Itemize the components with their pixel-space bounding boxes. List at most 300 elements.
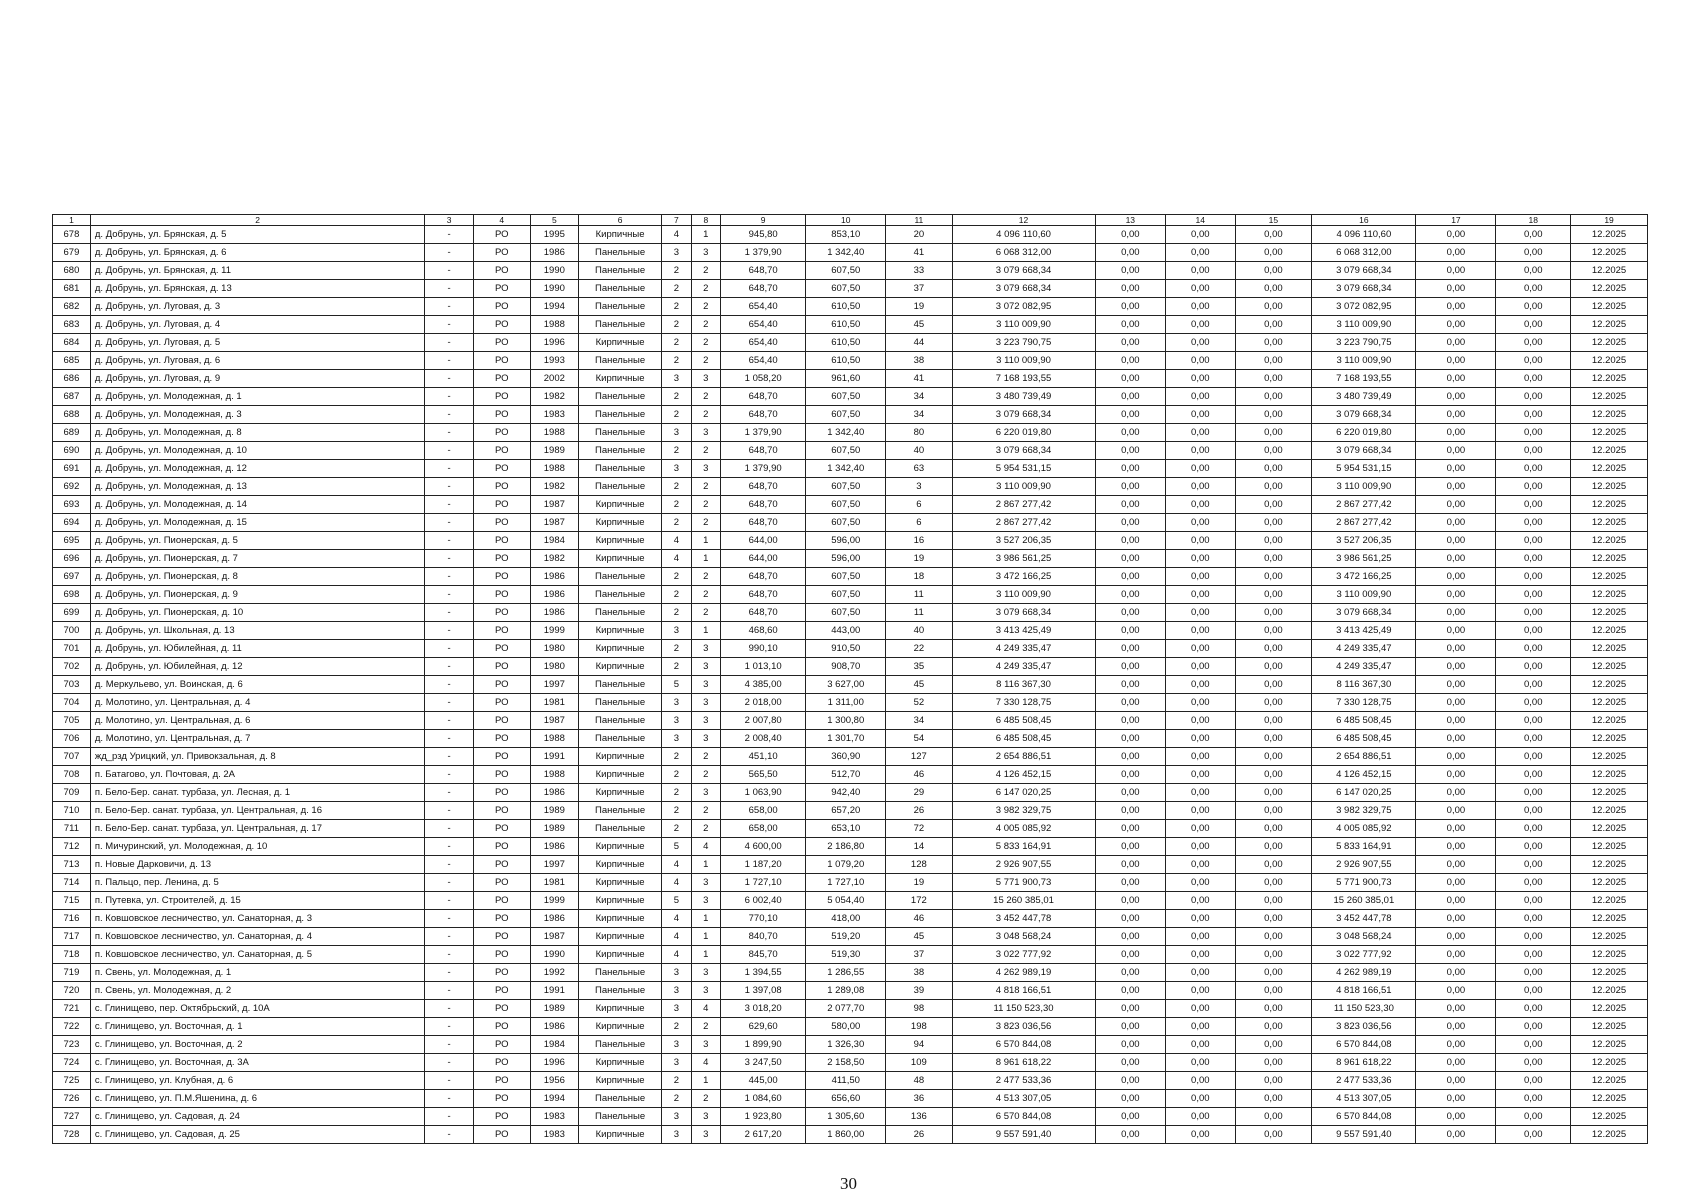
table-cell-col-6: Кирпичные (579, 856, 662, 874)
table-cell-col-9: 648,70 (721, 262, 806, 280)
table-cell-col-3: - (425, 352, 473, 370)
table-cell-col-2: п. Батагово, ул. Почтовая, д. 2А (90, 766, 425, 784)
table-cell-col-16: 6 068 312,00 (1312, 244, 1416, 262)
table-cell-col-7: 3 (662, 694, 691, 712)
page-number: 30 (840, 1174, 857, 1193)
table-row (53, 946, 1648, 964)
table-row (53, 442, 1648, 460)
table-cell-col-17: 0,00 (1416, 280, 1496, 298)
table-cell-col-1: 725 (53, 1072, 91, 1090)
table-cell-col-1: 721 (53, 1000, 91, 1018)
column-number-row (53, 215, 1648, 226)
table-cell-col-18: 0,00 (1496, 226, 1571, 244)
table-cell-col-15: 0,00 (1235, 550, 1312, 568)
table-cell-col-8: 3 (691, 640, 720, 658)
table-cell-col-14: 0,00 (1166, 748, 1235, 766)
table-row (53, 1018, 1648, 1036)
table-cell-col-5: 1981 (530, 874, 578, 892)
table-cell-col-17: 0,00 (1416, 1018, 1496, 1036)
table-cell-col-17: 0,00 (1416, 982, 1496, 1000)
table-cell-col-13: 0,00 (1095, 532, 1165, 550)
table-cell-col-13: 0,00 (1095, 388, 1165, 406)
column-header-9: 9 (721, 215, 806, 226)
table-cell-col-5: 1986 (530, 604, 578, 622)
table-cell-col-4: РО (473, 1090, 530, 1108)
table-cell-col-6: Панельные (579, 388, 662, 406)
table-cell-col-3: - (425, 784, 473, 802)
table-cell-col-1: 718 (53, 946, 91, 964)
table-cell-col-4: РО (473, 460, 530, 478)
table-cell-col-16: 4 005 085,92 (1312, 820, 1416, 838)
table-cell-col-12: 6 485 508,45 (952, 712, 1095, 730)
table-cell-col-2: д. Добрунь, ул. Брянская, д. 11 (90, 262, 425, 280)
table-cell-col-18: 0,00 (1496, 352, 1571, 370)
table-cell-col-6: Панельные (579, 478, 662, 496)
table-cell-col-18: 0,00 (1496, 694, 1571, 712)
table-cell-col-2: д. Добрунь, ул. Молодежная, д. 10 (90, 442, 425, 460)
table-cell-col-19: 12.2025 (1571, 550, 1648, 568)
table-cell-col-12: 3 110 009,90 (952, 352, 1095, 370)
table-cell-col-13: 0,00 (1095, 352, 1165, 370)
table-cell-col-4: РО (473, 1036, 530, 1054)
table-cell-col-17: 0,00 (1416, 568, 1496, 586)
table-header (53, 215, 1648, 226)
table-cell-col-6: Панельные (579, 730, 662, 748)
table-cell-col-4: РО (473, 928, 530, 946)
table-cell-col-16: 3 110 009,90 (1312, 352, 1416, 370)
table-row (53, 1090, 1648, 1108)
table-cell-col-17: 0,00 (1416, 1090, 1496, 1108)
table-cell-col-13: 0,00 (1095, 676, 1165, 694)
column-header-15: 15 (1235, 215, 1312, 226)
table-cell-col-12: 3 480 739,49 (952, 388, 1095, 406)
table-cell-col-17: 0,00 (1416, 424, 1496, 442)
table-cell-col-18: 0,00 (1496, 928, 1571, 946)
table-cell-col-10: 512,70 (806, 766, 886, 784)
table-cell-col-3: - (425, 622, 473, 640)
table-cell-col-15: 0,00 (1235, 712, 1312, 730)
table-cell-col-6: Кирпичные (579, 658, 662, 676)
table-cell-col-9: 1 397,08 (721, 982, 806, 1000)
table-cell-col-15: 0,00 (1235, 784, 1312, 802)
table-cell-col-1: 686 (53, 370, 91, 388)
table-cell-col-18: 0,00 (1496, 892, 1571, 910)
table-cell-col-9: 840,70 (721, 928, 806, 946)
table-cell-col-1: 719 (53, 964, 91, 982)
table-cell-col-16: 5 954 531,15 (1312, 460, 1416, 478)
table-cell-col-4: РО (473, 370, 530, 388)
table-cell-col-15: 0,00 (1235, 514, 1312, 532)
table-row (53, 982, 1648, 1000)
table-cell-col-12: 4 096 110,60 (952, 226, 1095, 244)
table-cell-col-6: Кирпичные (579, 496, 662, 514)
table-row (53, 802, 1648, 820)
table-cell-col-10: 607,50 (806, 442, 886, 460)
table-cell-col-5: 1986 (530, 1018, 578, 1036)
table-cell-col-1: 698 (53, 586, 91, 604)
table-cell-col-14: 0,00 (1166, 352, 1235, 370)
table-cell-col-4: РО (473, 982, 530, 1000)
table-cell-col-17: 0,00 (1416, 496, 1496, 514)
table-cell-col-18: 0,00 (1496, 802, 1571, 820)
table-cell-col-11: 14 (886, 838, 952, 856)
table-cell-col-3: - (425, 496, 473, 514)
table-cell-col-16: 3 527 206,35 (1312, 532, 1416, 550)
table-cell-col-18: 0,00 (1496, 1126, 1571, 1144)
table-cell-col-4: РО (473, 442, 530, 460)
table-cell-col-9: 1 013,10 (721, 658, 806, 676)
table-cell-col-12: 3 472 166,25 (952, 568, 1095, 586)
table-cell-col-9: 629,60 (721, 1018, 806, 1036)
table-row (53, 1000, 1648, 1018)
table-cell-col-3: - (425, 298, 473, 316)
table-cell-col-13: 0,00 (1095, 586, 1165, 604)
column-header-3: 3 (425, 215, 473, 226)
column-header-4: 4 (473, 215, 530, 226)
table-cell-col-18: 0,00 (1496, 982, 1571, 1000)
table-cell-col-10: 961,60 (806, 370, 886, 388)
table-cell-col-7: 2 (662, 784, 691, 802)
table-cell-col-4: РО (473, 622, 530, 640)
table-cell-col-7: 2 (662, 586, 691, 604)
table-cell-col-18: 0,00 (1496, 1072, 1571, 1090)
table-cell-col-13: 0,00 (1095, 946, 1165, 964)
table-cell-col-2: п. Ковшовское лесничество, ул. Санаторная, д. 3 (90, 910, 425, 928)
table-cell-col-15: 0,00 (1235, 1090, 1312, 1108)
table-cell-col-3: - (425, 694, 473, 712)
table-cell-col-7: 2 (662, 406, 691, 424)
table-cell-col-9: 2 007,80 (721, 712, 806, 730)
table-cell-col-4: РО (473, 694, 530, 712)
table-cell-col-10: 653,10 (806, 820, 886, 838)
table-cell-col-13: 0,00 (1095, 766, 1165, 784)
table-cell-col-15: 0,00 (1235, 1054, 1312, 1072)
table-row (53, 694, 1648, 712)
table-cell-col-4: РО (473, 802, 530, 820)
table-cell-col-9: 3 018,20 (721, 1000, 806, 1018)
table-cell-col-2: с. Глинищево, ул. Восточная, д. 2 (90, 1036, 425, 1054)
table-cell-col-17: 0,00 (1416, 964, 1496, 982)
table-cell-col-14: 0,00 (1166, 280, 1235, 298)
table-cell-col-9: 648,70 (721, 406, 806, 424)
table-cell-col-9: 644,00 (721, 532, 806, 550)
table-cell-col-7: 3 (662, 712, 691, 730)
table-cell-col-11: 198 (886, 1018, 952, 1036)
table-cell-col-17: 0,00 (1416, 784, 1496, 802)
table-row (53, 712, 1648, 730)
table-cell-col-7: 4 (662, 856, 691, 874)
table-cell-col-2: д. Добрунь, ул. Пионерская, д. 8 (90, 568, 425, 586)
table-cell-col-3: - (425, 982, 473, 1000)
table-cell-col-2: д. Добрунь, ул. Брянская, д. 6 (90, 244, 425, 262)
table-cell-col-16: 6 570 844,08 (1312, 1108, 1416, 1126)
table-cell-col-1: 694 (53, 514, 91, 532)
table-cell-col-19: 12.2025 (1571, 1126, 1648, 1144)
table-cell-col-13: 0,00 (1095, 424, 1165, 442)
table-cell-col-15: 0,00 (1235, 226, 1312, 244)
table-cell-col-1: 728 (53, 1126, 91, 1144)
table-row (53, 910, 1648, 928)
table-cell-col-12: 15 260 385,01 (952, 892, 1095, 910)
table-cell-col-1: 696 (53, 550, 91, 568)
table-cell-col-10: 910,50 (806, 640, 886, 658)
table-cell-col-11: 46 (886, 766, 952, 784)
table-cell-col-4: РО (473, 388, 530, 406)
table-cell-col-18: 0,00 (1496, 442, 1571, 460)
table-cell-col-19: 12.2025 (1571, 244, 1648, 262)
table-cell-col-7: 3 (662, 982, 691, 1000)
table-cell-col-9: 1 394,55 (721, 964, 806, 982)
table-cell-col-14: 0,00 (1166, 262, 1235, 280)
table-cell-col-12: 5 954 531,15 (952, 460, 1095, 478)
table-cell-col-7: 2 (662, 262, 691, 280)
table-cell-col-11: 11 (886, 586, 952, 604)
table-cell-col-12: 2 867 277,42 (952, 514, 1095, 532)
table-cell-col-5: 1991 (530, 982, 578, 1000)
table-cell-col-12: 4 005 085,92 (952, 820, 1095, 838)
table-cell-col-15: 0,00 (1235, 244, 1312, 262)
table-cell-col-14: 0,00 (1166, 442, 1235, 460)
table-cell-col-4: РО (473, 316, 530, 334)
table-cell-col-17: 0,00 (1416, 1126, 1496, 1144)
table-cell-col-10: 607,50 (806, 262, 886, 280)
table-row (53, 262, 1648, 280)
table-cell-col-10: 519,20 (806, 928, 886, 946)
table-cell-col-3: - (425, 586, 473, 604)
table-cell-col-11: 37 (886, 946, 952, 964)
table-cell-col-11: 22 (886, 640, 952, 658)
table-cell-col-15: 0,00 (1235, 334, 1312, 352)
table-cell-col-14: 0,00 (1166, 514, 1235, 532)
table-cell-col-8: 3 (691, 658, 720, 676)
table-cell-col-10: 607,50 (806, 514, 886, 532)
table-cell-col-4: РО (473, 586, 530, 604)
table-cell-col-13: 0,00 (1095, 244, 1165, 262)
column-header-16: 16 (1312, 215, 1416, 226)
table-cell-col-7: 3 (662, 622, 691, 640)
table-cell-col-16: 6 147 020,25 (1312, 784, 1416, 802)
table-cell-col-16: 3 079 668,34 (1312, 604, 1416, 622)
table-cell-col-1: 704 (53, 694, 91, 712)
table-cell-col-17: 0,00 (1416, 820, 1496, 838)
table-cell-col-2: д. Меркульево, ул. Воинская, д. 6 (90, 676, 425, 694)
table-row (53, 820, 1648, 838)
table-cell-col-1: 715 (53, 892, 91, 910)
table-cell-col-8: 3 (691, 874, 720, 892)
table-cell-col-7: 2 (662, 442, 691, 460)
table-cell-col-10: 1 079,20 (806, 856, 886, 874)
table-cell-col-15: 0,00 (1235, 424, 1312, 442)
table-cell-col-19: 12.2025 (1571, 838, 1648, 856)
table-cell-col-18: 0,00 (1496, 766, 1571, 784)
table-cell-col-16: 4 513 307,05 (1312, 1090, 1416, 1108)
table-cell-col-9: 1 063,90 (721, 784, 806, 802)
table-cell-col-1: 708 (53, 766, 91, 784)
table-cell-col-19: 12.2025 (1571, 478, 1648, 496)
table-cell-col-11: 45 (886, 676, 952, 694)
table-cell-col-13: 0,00 (1095, 694, 1165, 712)
table-cell-col-6: Панельные (579, 964, 662, 982)
table-cell-col-10: 610,50 (806, 334, 886, 352)
table-cell-col-13: 0,00 (1095, 658, 1165, 676)
table-cell-col-14: 0,00 (1166, 928, 1235, 946)
table-cell-col-14: 0,00 (1166, 316, 1235, 334)
table-cell-col-12: 6 570 844,08 (952, 1036, 1095, 1054)
table-cell-col-19: 12.2025 (1571, 316, 1648, 334)
table-cell-col-18: 0,00 (1496, 496, 1571, 514)
table-cell-col-2: д. Добрунь, ул. Пионерская, д. 7 (90, 550, 425, 568)
table-cell-col-5: 1987 (530, 496, 578, 514)
table-cell-col-14: 0,00 (1166, 640, 1235, 658)
table-cell-col-7: 2 (662, 298, 691, 316)
table-cell-col-19: 12.2025 (1571, 730, 1648, 748)
table-cell-col-17: 0,00 (1416, 874, 1496, 892)
table-cell-col-10: 1 727,10 (806, 874, 886, 892)
table-cell-col-1: 714 (53, 874, 91, 892)
table-cell-col-2: с. Глинищево, ул. Восточная, д. 3А (90, 1054, 425, 1072)
table-cell-col-7: 2 (662, 352, 691, 370)
table-cell-col-6: Кирпичные (579, 1054, 662, 1072)
table-cell-col-11: 80 (886, 424, 952, 442)
table-cell-col-1: 697 (53, 568, 91, 586)
table-cell-col-12: 3 072 082,95 (952, 298, 1095, 316)
table-cell-col-6: Панельные (579, 280, 662, 298)
table-cell-col-14: 0,00 (1166, 478, 1235, 496)
table-cell-col-16: 4 262 989,19 (1312, 964, 1416, 982)
table-cell-col-12: 3 110 009,90 (952, 316, 1095, 334)
column-header-12: 12 (952, 215, 1095, 226)
table-cell-col-10: 1 300,80 (806, 712, 886, 730)
table-cell-col-2: с. Глинищево, ул. П.М.Яшенина, д. 6 (90, 1090, 425, 1108)
table-cell-col-11: 44 (886, 334, 952, 352)
table-cell-col-15: 0,00 (1235, 856, 1312, 874)
table-cell-col-7: 5 (662, 676, 691, 694)
table-cell-col-1: 701 (53, 640, 91, 658)
table-cell-col-14: 0,00 (1166, 298, 1235, 316)
table-cell-col-19: 12.2025 (1571, 658, 1648, 676)
table-cell-col-19: 12.2025 (1571, 1036, 1648, 1054)
table-cell-col-12: 3 022 777,92 (952, 946, 1095, 964)
table-cell-col-3: - (425, 928, 473, 946)
table-cell-col-14: 0,00 (1166, 496, 1235, 514)
table-cell-col-2: с. Глинищево, ул. Клубная, д. 6 (90, 1072, 425, 1090)
table-cell-col-11: 128 (886, 856, 952, 874)
table-cell-col-19: 12.2025 (1571, 298, 1648, 316)
table-cell-col-5: 1991 (530, 748, 578, 766)
table-row (53, 964, 1648, 982)
table-cell-col-16: 2 867 277,42 (1312, 514, 1416, 532)
table-cell-col-14: 0,00 (1166, 820, 1235, 838)
table-cell-col-5: 1983 (530, 406, 578, 424)
table-cell-col-4: РО (473, 1108, 530, 1126)
table-cell-col-11: 3 (886, 478, 952, 496)
table-cell-col-16: 2 926 907,55 (1312, 856, 1416, 874)
table-cell-col-16: 3 823 036,56 (1312, 1018, 1416, 1036)
table-cell-col-4: РО (473, 532, 530, 550)
table-cell-col-14: 0,00 (1166, 334, 1235, 352)
table-cell-col-1: 711 (53, 820, 91, 838)
table-cell-col-18: 0,00 (1496, 748, 1571, 766)
table-cell-col-17: 0,00 (1416, 766, 1496, 784)
table-cell-col-15: 0,00 (1235, 694, 1312, 712)
table-row (53, 730, 1648, 748)
table-cell-col-7: 2 (662, 604, 691, 622)
table-cell-col-9: 648,70 (721, 280, 806, 298)
table-cell-col-9: 648,70 (721, 586, 806, 604)
table-cell-col-13: 0,00 (1095, 964, 1165, 982)
table-cell-col-15: 0,00 (1235, 928, 1312, 946)
table-cell-col-17: 0,00 (1416, 334, 1496, 352)
table-cell-col-1: 724 (53, 1054, 91, 1072)
table-cell-col-8: 3 (691, 460, 720, 478)
table-cell-col-5: 1988 (530, 460, 578, 478)
table-cell-col-13: 0,00 (1095, 478, 1165, 496)
table-cell-col-16: 3 982 329,75 (1312, 802, 1416, 820)
table-cell-col-12: 3 079 668,34 (952, 442, 1095, 460)
table-cell-col-8: 2 (691, 406, 720, 424)
table-cell-col-6: Панельные (579, 1108, 662, 1126)
table-cell-col-3: - (425, 1018, 473, 1036)
table-cell-col-11: 40 (886, 622, 952, 640)
table-cell-col-19: 12.2025 (1571, 442, 1648, 460)
table-cell-col-13: 0,00 (1095, 820, 1165, 838)
table-cell-col-13: 0,00 (1095, 982, 1165, 1000)
table-cell-col-11: 26 (886, 1126, 952, 1144)
table-cell-col-4: РО (473, 424, 530, 442)
table-cell-col-8: 3 (691, 964, 720, 982)
table-cell-col-9: 845,70 (721, 946, 806, 964)
table-cell-col-17: 0,00 (1416, 1072, 1496, 1090)
table-cell-col-6: Панельные (579, 568, 662, 586)
table-cell-col-13: 0,00 (1095, 1018, 1165, 1036)
table-cell-col-4: РО (473, 406, 530, 424)
table-cell-col-19: 12.2025 (1571, 766, 1648, 784)
table-cell-col-11: 41 (886, 244, 952, 262)
table-cell-col-9: 1 727,10 (721, 874, 806, 892)
table-cell-col-19: 12.2025 (1571, 1072, 1648, 1090)
table-cell-col-12: 8 961 618,22 (952, 1054, 1095, 1072)
table-cell-col-19: 12.2025 (1571, 262, 1648, 280)
table-cell-col-5: 1996 (530, 334, 578, 352)
table-cell-col-9: 2 617,20 (721, 1126, 806, 1144)
table-cell-col-15: 0,00 (1235, 892, 1312, 910)
column-header-11: 11 (886, 215, 952, 226)
table-cell-col-18: 0,00 (1496, 478, 1571, 496)
table-cell-col-19: 12.2025 (1571, 388, 1648, 406)
table-row (53, 424, 1648, 442)
table-cell-col-15: 0,00 (1235, 370, 1312, 388)
table-cell-col-7: 3 (662, 424, 691, 442)
table-cell-col-12: 6 068 312,00 (952, 244, 1095, 262)
table-cell-col-2: д. Молотино, ул. Центральная, д. 7 (90, 730, 425, 748)
table-cell-col-10: 596,00 (806, 532, 886, 550)
table-cell-col-10: 607,50 (806, 478, 886, 496)
table-cell-col-11: 45 (886, 316, 952, 334)
table-cell-col-8: 3 (691, 424, 720, 442)
table-row (53, 460, 1648, 478)
table-cell-col-5: 1995 (530, 226, 578, 244)
table-cell-col-14: 0,00 (1166, 388, 1235, 406)
table-cell-col-3: - (425, 226, 473, 244)
table-cell-col-2: с. Глинищево, ул. Садовая, д. 25 (90, 1126, 425, 1144)
table-cell-col-14: 0,00 (1166, 622, 1235, 640)
table-cell-col-2: п. Пальцо, пер. Ленина, д. 5 (90, 874, 425, 892)
table-cell-col-15: 0,00 (1235, 676, 1312, 694)
table-cell-col-16: 2 477 533,36 (1312, 1072, 1416, 1090)
table-cell-col-19: 12.2025 (1571, 370, 1648, 388)
table-cell-col-14: 0,00 (1166, 604, 1235, 622)
table-cell-col-12: 2 477 533,36 (952, 1072, 1095, 1090)
